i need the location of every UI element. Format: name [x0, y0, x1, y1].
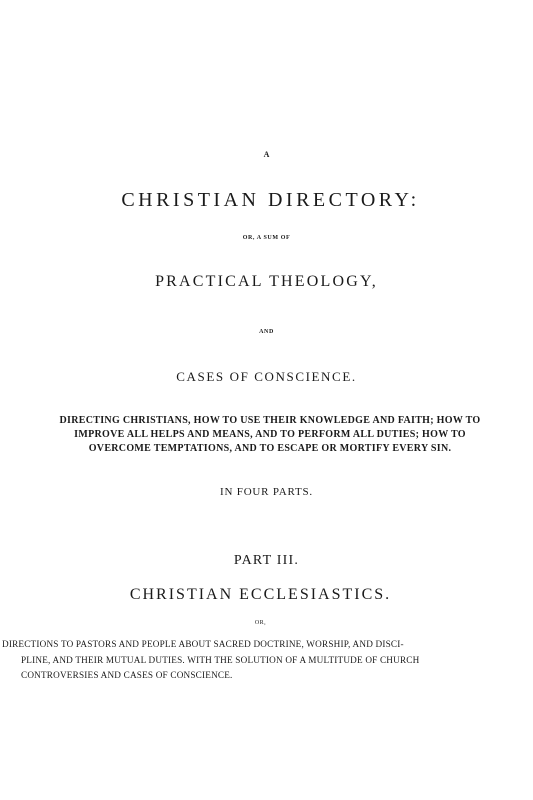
part-description-line: CONTROVERSIES AND CASES OF CONSCIENCE.	[21, 670, 233, 680]
part-heading: PART III.	[233, 553, 300, 568]
main-title: CHRISTIAN DIRECTORY:	[121, 189, 420, 211]
part-description	[0, 637, 520, 684]
part-description-line: PLINE, AND THEIR MUTUAL DUTIES. WITH THE SOLUTION OF A MULTITUDE OF CHURCH	[21, 654, 420, 665]
and-line: AND	[259, 329, 274, 335]
title-description	[20, 414, 520, 456]
description-line: DIRECTING CHRISTIANS, HOW TO USE THEIR KNOWLEDGE AND FAITH; HOW TO	[59, 415, 481, 426]
or-sum-of-line: OR, A SUM OF	[242, 235, 291, 241]
part-title: CHRISTIAN ECCLESIASTICS.	[129, 586, 392, 603]
or-line: OR,	[254, 620, 267, 626]
in-four-parts-line: IN FOUR PARTS.	[220, 486, 313, 498]
subtitle: PRACTICAL THEOLOGY,	[155, 273, 378, 290]
cases-of-conscience-line: CASES OF CONSCIENCE.	[176, 369, 357, 384]
description-line: IMPROVE ALL HELPS AND MEANS, AND TO PERFORM ALL DUTIES; HOW TO	[74, 429, 466, 440]
part-description-line: DIRECTIONS TO PASTORS AND PEOPLE ABOUT SACRED DOCTRINE, WORSHIP, AND DISCI-	[2, 639, 404, 649]
title-article: A	[263, 150, 270, 159]
description-line: OVERCOME TEMPTATIONS, AND TO ESCAPE OR MORTIFY EVERY SIN.	[88, 443, 452, 454]
